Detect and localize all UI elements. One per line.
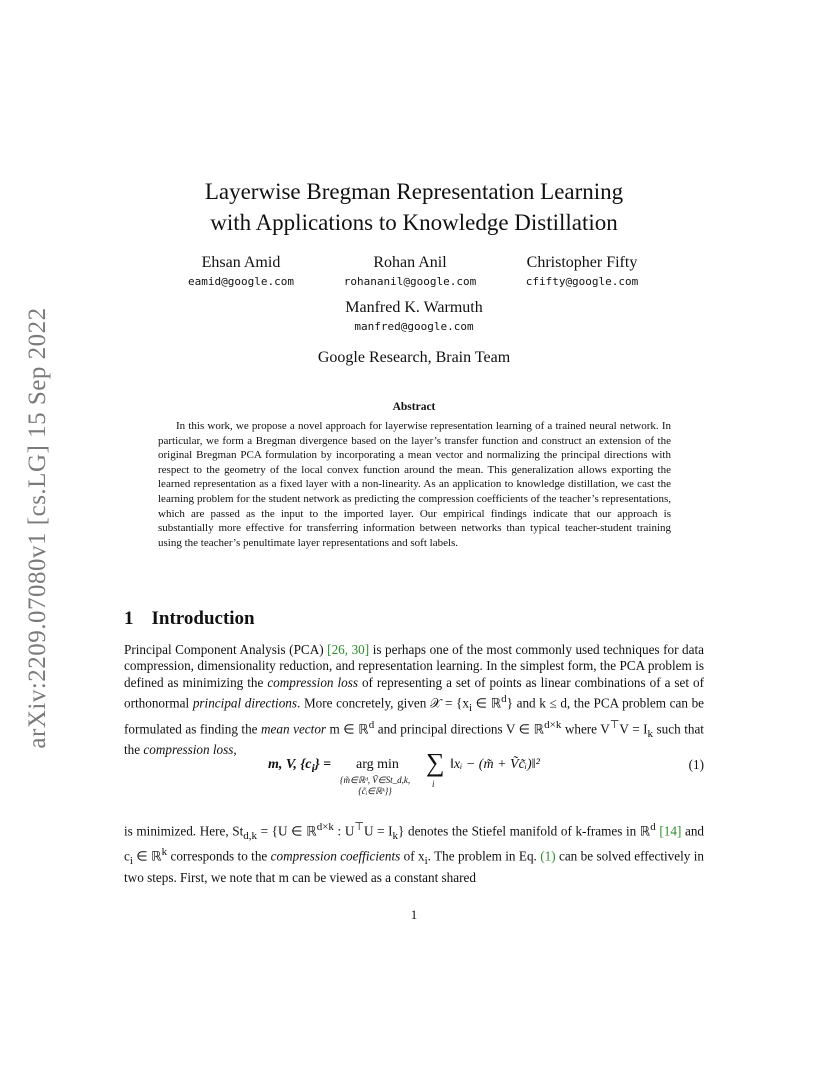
citation-link[interactable]: [26, 30]: [327, 642, 370, 657]
equation-1: [124, 748, 704, 806]
equation-constraint: {m̃∈ℝᵈ, Ṽ∈St_d,k, {c̃ᵢ∈ℝᵏ}}: [339, 775, 411, 796]
paper-title: [124, 176, 704, 238]
equation-rhs: ‖xᵢ − (m̃ + Ṽc̃ᵢ)‖²: [450, 757, 540, 772]
abstract-body: In this work, we propose a novel approach for layerwise representation learning of a trained neural network. In particular, we form a Bregman divergence based on the layer’s transfer function and construct an extension of the original Bregman PCA formulation by incorporating a mean vector and normalizing the principal directions with respect to the geometry of the local convex function around the mean. This generalization allows exporting the learned representation as a fixed layer with a non-linearity. As an application to knowledge distillation, we cast the learning problem for the student network as predicting the compression coefficients of the teacher’s representations, which are passed as the input to the imported layer. Our empirical findings indicate that our approach is substantially more effective for transferring information between networks than typical teacher-student training using the teacher’s penultimate layer representations and soft labels.: [158, 420, 671, 549]
intro-paragraph-2: is minimized. Here, $St_{d,k} = \{U$ ∈ ℝ$^{d\times k}$ : $U^⊤U = I_k$} denotes the Stiefel manifold of k-frames in ℝ$^d$ [14] and $c_i$ ∈ ℝ$^k$ corresponds to the compression coefficients of $x_i$. The problem in Eq. (1) can be solved effectively in two steps. First, we note that m can be viewed as a constant shared: [124, 821, 705, 885]
equation-number: (1): [688, 757, 704, 772]
author-email[interactable]: rohananil@google.com: [343, 275, 477, 288]
page-number: 1: [410, 907, 418, 922]
author-name: Rohan Anil: [373, 254, 447, 271]
arxiv-stamp-text: arXiv:2209.07080v1 [cs.LG] 15 Sep 2022: [24, 307, 51, 749]
title-line-2: with Applications to Knowledge Distillation: [210, 210, 618, 235]
section-title: Introduction: [151, 608, 255, 629]
title-line-1: Layerwise Bregman Representation Learning: [204, 179, 624, 204]
author-block: [482, 253, 682, 288]
arxiv-stamp: [18, 288, 58, 768]
author-email[interactable]: manfred@google.com: [354, 320, 474, 333]
author-name: Manfred K. Warmuth: [345, 299, 483, 316]
author-name: Christopher Fifty: [526, 254, 638, 271]
author-email[interactable]: eamid@google.com: [188, 275, 294, 288]
author-email[interactable]: cfifty@google.com: [525, 275, 639, 288]
equation-argmin: arg min: [356, 757, 399, 772]
section-heading: [124, 608, 524, 630]
citation-link[interactable]: [14]: [659, 823, 682, 839]
abstract-heading: Abstract: [392, 401, 436, 413]
equation-sum-index: i: [432, 779, 435, 789]
author-name: Ehsan Amid: [201, 254, 281, 271]
affiliation: Google Research, Brain Team: [317, 349, 511, 366]
intro-paragraph-1: Principal Component Analysis (PCA) [26, 30] is perhaps one of the most commonly used techniques for data compression, dimensionality reduction, and representation learning. In the simplest form, the PCA problem is defined as minimizing the compression loss of representing a set of points as linear combinations of a set of orthonormal principal directions. More concretely, given 𝒳 = {$x_i$ ∈ ℝ$^d$} and k ≤ d, the PCA problem can be formulated as finding the mean vector m ∈ ℝ$^d$ and principal directions V ∈ ℝ$^{d\times k}$ where $V^⊤V = I_k$ such that the compression loss,: [124, 642, 705, 758]
equation-lhs: m, V, $\{c_i\}$ =: [268, 757, 332, 775]
equation-sum: ∑: [426, 748, 445, 777]
section-number: 1: [124, 608, 134, 629]
author-block: [310, 253, 510, 288]
equation-ref-link[interactable]: (1): [540, 848, 556, 864]
author-block: [314, 298, 514, 333]
